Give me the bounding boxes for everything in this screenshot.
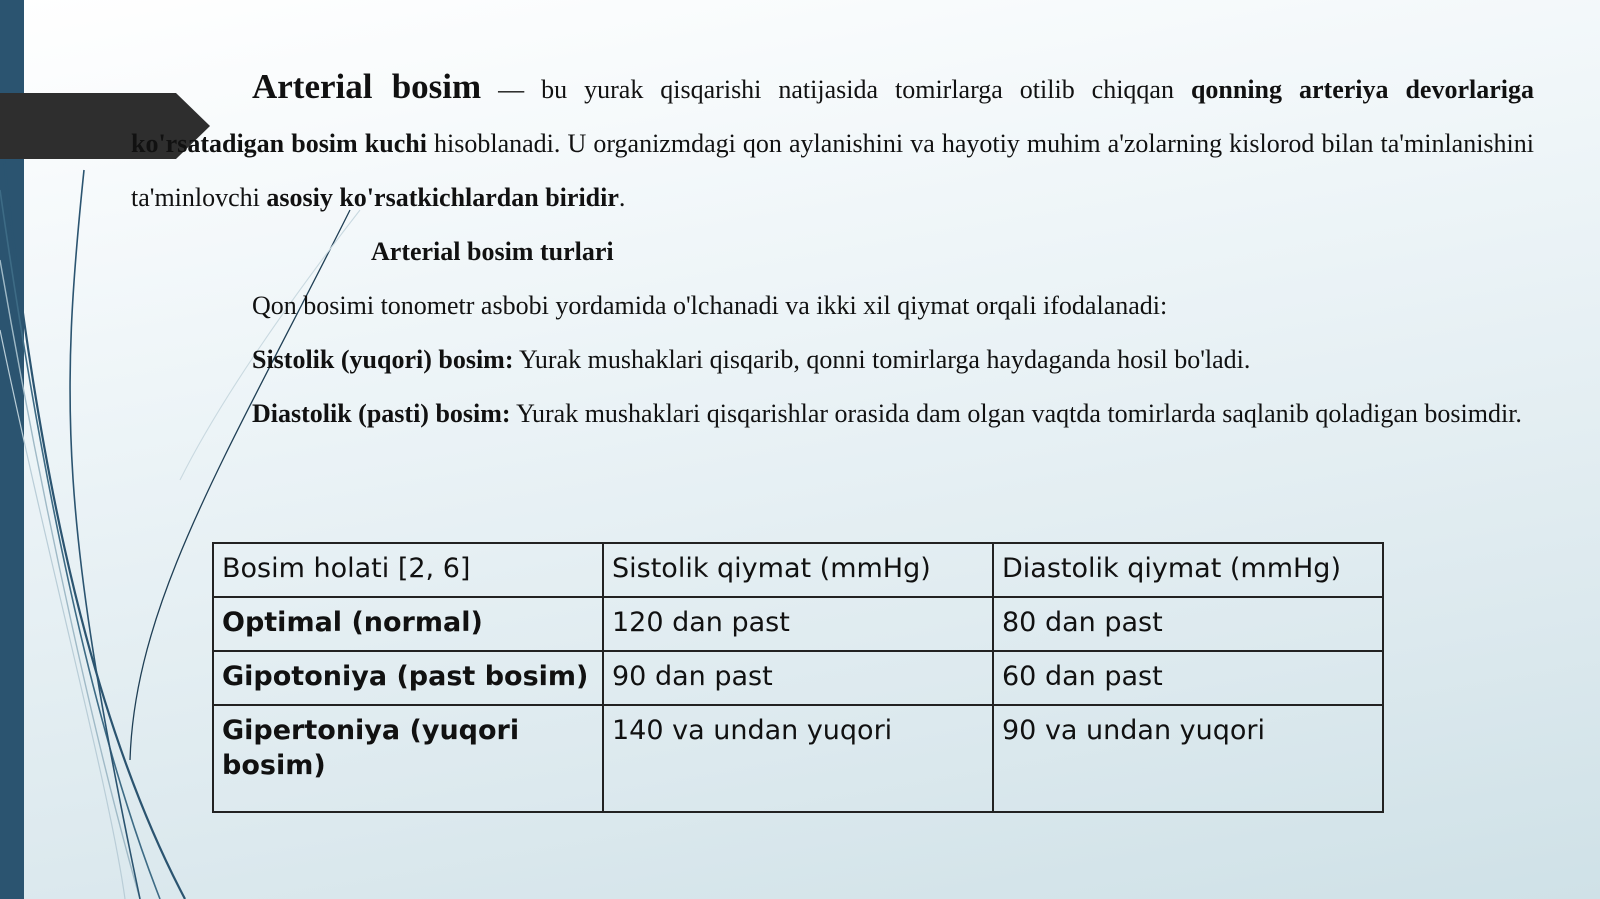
diastolic-text: Yurak mushaklari qisqarishlar orasida dam olgan vaqtda tomirlarda saqlanib qoladigan bosimdir. [510, 399, 1522, 428]
table-row [213, 651, 1383, 705]
main-content [131, 60, 1534, 441]
row-label-cell: Gipotoniya (past bosim) [213, 651, 603, 705]
diastolic-paragraph [131, 387, 1534, 441]
header-cell: Sistolik qiymat (mmHg) [603, 543, 993, 597]
section-title: Arterial bosim turlari [371, 237, 614, 266]
row-label-cell: Gipertoniya (yuqori bosim) [213, 705, 603, 812]
table-cell: 140 va undan yuqori [603, 705, 993, 812]
intro-paragraph [131, 60, 1534, 225]
table-cell: 120 dan past [603, 597, 993, 651]
table-row [213, 597, 1383, 651]
measure-paragraph: Qon bosimi tonometr asbobi yordamida o'lchanadi va ikki xil qiymat orqali ifodalanadi: [252, 291, 1168, 320]
diastolic-label: Diastolik (pasti) bosim: [252, 399, 511, 428]
intro-term: Arterial bosim [252, 67, 482, 106]
table-cell: 80 dan past [993, 597, 1383, 651]
intro-text-1: bu yurak qisqarishi natijasida tomirlarga otilib chiqqan [524, 75, 1191, 104]
header-cell: Bosim holati [2, 6] [213, 543, 603, 597]
intro-bold-1: qonning arteriya devorlariga ko'rsatadigan bosim kuchi [131, 75, 1535, 158]
systolic-text: Yurak mushaklari qisqarib, qonni tomirlarga haydaganda hosil bo'ladi. [513, 345, 1251, 374]
row-label-cell: Optimal (normal) [213, 597, 603, 651]
systolic-paragraph [131, 333, 1534, 387]
table-cell: 60 dan past [993, 651, 1383, 705]
intro-dash: — [498, 75, 525, 104]
blood-pressure-table [212, 542, 1384, 813]
header-cell: Diastolik qiymat (mmHg) [993, 543, 1383, 597]
table-row [213, 705, 1383, 812]
table-header-row [213, 543, 1383, 597]
table-cell: 90 dan past [603, 651, 993, 705]
systolic-label: Sistolik (yuqori) bosim: [252, 345, 514, 374]
intro-bold-2: asosiy ko'rsatkichlardan biridir [266, 183, 619, 212]
table-cell: 90 va undan yuqori [993, 705, 1383, 812]
intro-text-2: hisoblanadi. U organizmdagi qon aylanishini va hayotiy muhim a'zolarning kislorod bilan ta'minlanishini ta'minlovchi [131, 129, 1534, 212]
intro-end: . [618, 183, 626, 212]
